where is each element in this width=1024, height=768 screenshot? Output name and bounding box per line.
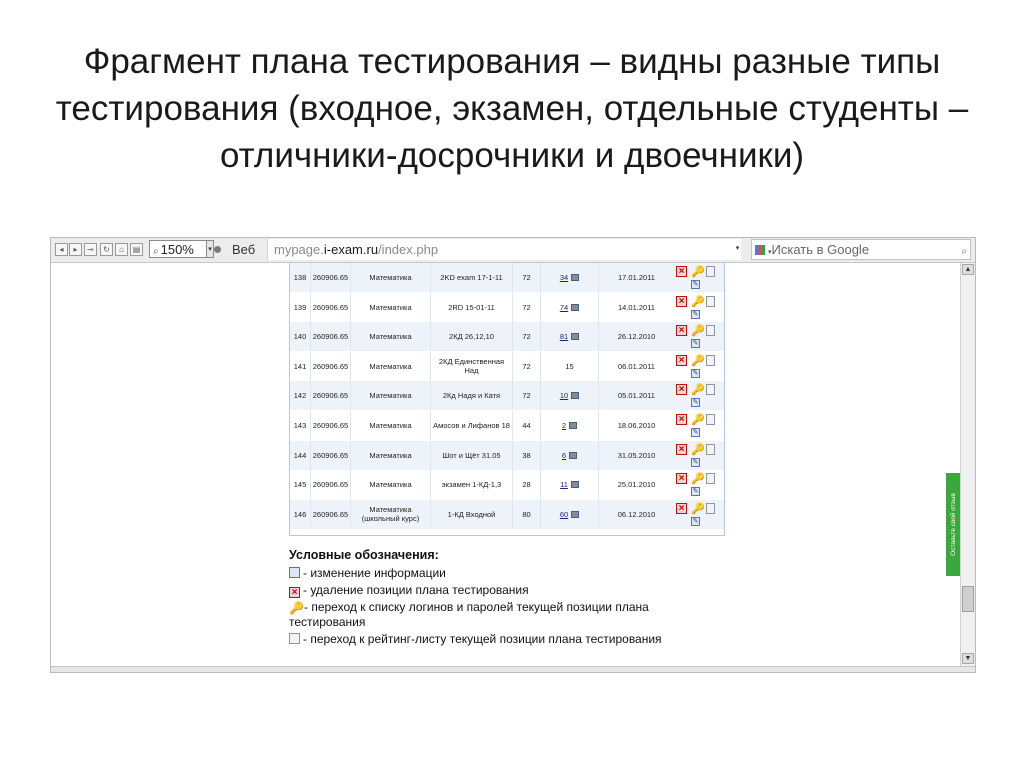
browser-toolbar — [51, 238, 975, 263]
cell-num — [290, 441, 310, 470]
rating-sheet-icon[interactable] — [571, 333, 579, 340]
legend-item-logins — [289, 600, 709, 630]
cell-code — [310, 352, 350, 381]
legend-item-text: - переход к списку логинов и паролей текущей позиции плана тестирования — [289, 600, 649, 629]
delete-icon[interactable]: × — [676, 355, 687, 366]
cell-text: 14.01.2011 — [618, 302, 655, 312]
cell-name — [430, 500, 512, 529]
edit-icon[interactable]: ✎ — [692, 517, 699, 525]
cell-subject — [350, 352, 430, 381]
rating-sheet-icon[interactable] — [571, 511, 579, 518]
cell-text: 06.01.2011 — [618, 361, 655, 371]
cell-name — [430, 411, 512, 440]
row-actions — [676, 265, 722, 291]
cell-date — [598, 352, 674, 381]
rating-sheet-icon — [289, 633, 300, 644]
search-go-icon[interactable]: ⌕ — [961, 246, 967, 257]
cell-text: 72 — [522, 391, 531, 401]
url-path: /index.php — [378, 242, 439, 257]
rating-value[interactable]: 2 — [561, 421, 567, 430]
cell-num — [290, 411, 310, 440]
cell-text: 2КД Единственная Над — [438, 357, 505, 376]
cell-text: 05.01.2011 — [618, 391, 655, 401]
cell-text: 06.12.2010 — [617, 509, 656, 519]
rating-value[interactable]: 34 — [559, 273, 569, 282]
cell-rating — [540, 352, 598, 381]
rating-sheet-icon[interactable] — [569, 452, 577, 459]
key-icon[interactable]: 🔑 — [691, 502, 705, 515]
cell-text: 144 — [293, 450, 307, 460]
cell-name — [430, 441, 512, 470]
url-domain: i-exam.ru — [323, 242, 379, 257]
cell-date — [598, 441, 674, 470]
row-actions — [676, 324, 722, 350]
cell-rating — [540, 293, 598, 322]
cell-text: 31.05.2010 — [617, 450, 656, 460]
key-icon[interactable]: 🔑 — [691, 443, 705, 456]
cell-subject — [350, 263, 430, 292]
cell-text: 260906.65 — [312, 450, 349, 460]
rating-value[interactable]: 60 — [559, 509, 569, 519]
cell-text: Математика — [369, 332, 412, 342]
cell-text: 72 — [522, 332, 531, 342]
cell-text: 72 — [522, 273, 531, 282]
delete-icon[interactable]: × — [676, 266, 687, 277]
zoom-value: 150% — [160, 242, 194, 257]
cell-num — [290, 322, 310, 351]
cell-hours — [512, 470, 540, 499]
cell-hours — [512, 352, 540, 381]
key-icon[interactable]: ⊸ — [84, 243, 97, 256]
table-row — [290, 293, 724, 322]
key-icon[interactable]: 🔑 — [691, 354, 705, 367]
vertical-scrollbar[interactable] — [960, 263, 975, 666]
legend-item-text: - изменение информации — [303, 566, 446, 580]
rating-value[interactable]: 74 — [559, 302, 569, 312]
row-actions — [676, 383, 722, 409]
edit-icon[interactable]: ✎ — [692, 310, 699, 318]
cell-num — [290, 381, 310, 410]
cell-code — [310, 293, 350, 322]
cell-text: Математика — [369, 421, 412, 430]
cell-text: 146 — [293, 509, 307, 519]
cell-hours — [512, 381, 540, 410]
key-icon[interactable]: 🔑 — [691, 295, 705, 308]
cell-text: Математика — [369, 391, 412, 401]
rating-value: 15 — [565, 361, 574, 371]
browser-screenshot — [50, 237, 976, 673]
cell-date — [598, 322, 674, 351]
table-row — [290, 322, 724, 351]
feedback-tab-label: Оставьте свой отзыв — [949, 493, 957, 556]
cell-date — [598, 381, 674, 410]
cell-text: 260906.65 — [312, 361, 349, 371]
rating-sheet-icon[interactable] — [569, 422, 577, 429]
legend-item-edit — [289, 566, 709, 581]
cell-text: 143 — [293, 421, 307, 430]
cell-text: 2КД 26,12,10 — [449, 332, 494, 342]
delete-icon[interactable]: × — [676, 503, 687, 514]
edit-icon — [289, 567, 300, 578]
rating-sheet-icon[interactable] — [706, 384, 715, 395]
table-row — [290, 411, 724, 440]
search-input[interactable] — [751, 239, 971, 260]
delete-icon[interactable]: × — [676, 473, 687, 484]
legend-title: Условные обозначения: — [289, 548, 439, 562]
cell-text: 2RD 15-01-11 — [448, 302, 495, 312]
cell-date — [598, 263, 674, 292]
cell-name — [430, 352, 512, 381]
edit-icon[interactable]: ✎ — [692, 281, 699, 288]
cell-text: Шот и Щёт 31.05 — [442, 450, 501, 460]
zoom-magnifier-icon: ⌕ — [153, 246, 159, 257]
cell-text: 80 — [522, 509, 531, 519]
edit-icon[interactable]: ✎ — [692, 488, 699, 496]
slide-title: Фрагмент плана тестирования – видны разные типы тестирования (входное, экзамен, отдельные студенты – отличники-досрочники и двоечники) — [55, 42, 969, 175]
status-bar — [51, 666, 975, 673]
cell-text: 140 — [293, 332, 307, 342]
scroll-down-icon[interactable]: ▼ — [962, 653, 974, 664]
rating-value[interactable]: 11 — [560, 480, 568, 490]
home-icon[interactable]: ⌂ — [115, 243, 128, 256]
legend-item-text: - удаление позиции плана тестирования — [303, 583, 529, 597]
cell-text: 145 — [293, 480, 307, 490]
rating-sheet-icon[interactable] — [571, 304, 579, 311]
search-engine-dropdown-icon[interactable]: ▾ — [768, 249, 772, 256]
cell-text: Математика — [369, 450, 412, 460]
cell-text: 2KD exam 17-1-11 — [440, 273, 503, 282]
row-actions — [676, 354, 722, 380]
legend-item-delete — [289, 583, 709, 598]
cell-text: 260906.65 — [312, 391, 349, 401]
row-actions — [676, 413, 722, 439]
edit-icon[interactable]: ✎ — [692, 399, 699, 407]
delete-icon[interactable]: × — [676, 414, 687, 425]
key-icon[interactable]: 🔑 — [691, 266, 705, 278]
cell-rating — [540, 322, 598, 351]
page-icon[interactable]: ▤ — [130, 243, 143, 256]
search-placeholder: Искать в Google — [771, 242, 870, 257]
rating-sheet-icon[interactable] — [571, 392, 579, 399]
cell-subject — [350, 500, 430, 529]
cell-subject — [350, 470, 430, 499]
feedback-tab[interactable] — [946, 473, 960, 576]
cell-hours — [512, 263, 540, 292]
legend — [289, 547, 709, 647]
cell-name — [430, 381, 512, 410]
row-actions — [676, 502, 722, 528]
cell-code — [310, 441, 350, 470]
row-actions — [676, 443, 722, 469]
cell-rating — [540, 470, 598, 499]
cell-hours — [512, 322, 540, 351]
scrollbar-thumb[interactable] — [962, 586, 974, 612]
cell-hours — [512, 441, 540, 470]
key-icon: 🔑 — [289, 601, 304, 615]
cell-num — [290, 470, 310, 499]
url-prefix: mypage. — [274, 242, 324, 257]
cell-text: 260906.65 — [312, 509, 349, 519]
page-content — [51, 263, 960, 666]
cell-num — [290, 293, 310, 322]
cell-name — [430, 263, 512, 292]
cell-name — [430, 293, 512, 322]
cell-text: 260906.65 — [312, 302, 349, 312]
cell-text: 260906.65 — [312, 332, 349, 342]
cell-text: 38 — [522, 450, 531, 460]
rating-sheet-icon[interactable] — [706, 296, 715, 307]
cell-name — [430, 322, 512, 351]
address-bar[interactable] — [267, 239, 741, 260]
cell-text: 44 — [522, 421, 531, 430]
cell-hours — [512, 293, 540, 322]
edit-icon[interactable]: ✎ — [692, 340, 699, 348]
row-actions — [676, 295, 722, 321]
cell-code — [310, 470, 350, 499]
rating-sheet-icon[interactable] — [706, 444, 715, 455]
cell-rating — [540, 441, 598, 470]
cell-name — [430, 470, 512, 499]
cell-code — [310, 411, 350, 440]
cell-text: 260906.65 — [312, 421, 349, 430]
delete-icon: × — [289, 587, 300, 598]
cell-subject — [350, 322, 430, 351]
test-plan-table — [289, 263, 725, 536]
zoom-dropdown-icon[interactable]: ▾ — [207, 240, 214, 258]
back-icon[interactable]: ◂ — [55, 243, 68, 256]
cell-text: 139 — [293, 302, 307, 312]
cell-num — [290, 352, 310, 381]
cell-text: Математика — [369, 273, 412, 282]
cell-subject — [350, 411, 430, 440]
key-icon[interactable]: 🔑 — [691, 414, 705, 426]
cell-text: 28 — [522, 480, 531, 490]
delete-icon[interactable]: × — [676, 384, 687, 395]
cell-code — [310, 381, 350, 410]
scroll-up-icon[interactable]: ▲ — [962, 264, 974, 275]
cell-date — [598, 470, 674, 499]
reload-icon[interactable]: ↻ — [100, 243, 113, 256]
rating-value[interactable]: 81 — [559, 332, 569, 342]
cell-text: 260906.65 — [312, 273, 349, 282]
cell-subject — [350, 441, 430, 470]
cell-code — [310, 500, 350, 529]
cell-rating — [540, 500, 598, 529]
table-row — [290, 441, 724, 470]
cell-date — [598, 500, 674, 529]
delete-icon[interactable]: × — [676, 296, 687, 307]
legend-item-text: - переход к рейтинг-листу текущей позиции плана тестирования — [303, 632, 662, 646]
cell-text: Математика — [369, 480, 412, 490]
table-row — [290, 381, 724, 410]
cell-hours — [512, 411, 540, 440]
cell-text: 260906.65 — [312, 480, 349, 490]
cell-text: 72 — [522, 302, 531, 312]
cell-rating — [540, 381, 598, 410]
legend-item-rating-sheet — [289, 632, 709, 647]
key-icon[interactable]: 🔑 — [691, 473, 705, 486]
cell-rating — [540, 263, 598, 292]
cell-date — [598, 411, 674, 440]
table-row — [290, 352, 724, 381]
cell-text: 142 — [293, 391, 307, 401]
delete-icon[interactable]: × — [676, 325, 687, 336]
address-dropdown-icon[interactable]: ▾ — [735, 245, 740, 252]
cell-text: 138 — [293, 273, 307, 282]
table-row — [290, 500, 724, 529]
rating-value[interactable]: 6 — [561, 450, 567, 460]
table-row — [290, 470, 724, 499]
cell-code — [310, 263, 350, 292]
rating-sheet-icon[interactable] — [706, 325, 715, 336]
rating-sheet-icon[interactable] — [706, 503, 715, 514]
cell-text: 25.01.2010 — [617, 480, 656, 490]
cell-text: 2Кд Надя и Катя — [442, 391, 501, 401]
key-icon[interactable]: 🔑 — [691, 325, 705, 338]
cell-date — [598, 293, 674, 322]
rating-sheet-icon[interactable] — [706, 355, 715, 366]
rating-sheet-icon[interactable] — [706, 473, 715, 484]
cell-text: 18.06.2010 — [617, 421, 656, 430]
rating-sheet-icon[interactable] — [571, 274, 579, 281]
cell-text: Математика — [369, 361, 412, 371]
cell-text: Математика — [369, 302, 412, 312]
cell-text: Амосов и Лифанов 18 — [433, 421, 510, 430]
cell-text: экзамен 1-КД-1,3 — [441, 480, 502, 490]
edit-icon[interactable]: ✎ — [692, 369, 699, 377]
delete-icon[interactable]: × — [676, 444, 687, 455]
search-scope-radio-icon[interactable] — [214, 246, 221, 253]
cell-num — [290, 500, 310, 529]
google-icon — [755, 245, 765, 255]
cell-text: Математика (школьный курс) — [361, 505, 420, 524]
cell-rating — [540, 411, 598, 440]
key-icon[interactable]: 🔑 — [691, 384, 705, 397]
row-actions — [676, 472, 722, 498]
cell-code — [310, 322, 350, 351]
cell-text: 1-КД Входной — [447, 509, 496, 519]
rating-sheet-icon[interactable] — [706, 266, 715, 277]
rating-value[interactable]: 10 — [559, 391, 569, 401]
cell-text: 17.01.2011 — [618, 273, 655, 282]
edit-icon[interactable]: ✎ — [692, 429, 699, 436]
search-scope-label[interactable]: Веб — [232, 242, 256, 257]
cell-text: 26.12.2010 — [617, 332, 656, 342]
edit-icon[interactable]: ✎ — [692, 458, 699, 466]
cell-text: 72 — [522, 361, 531, 371]
cell-subject — [350, 293, 430, 322]
zoom-select[interactable] — [149, 240, 207, 258]
forward-icon[interactable]: ▸ — [69, 243, 82, 256]
cell-hours — [512, 500, 540, 529]
table-row — [290, 263, 724, 292]
rating-sheet-icon[interactable] — [706, 414, 715, 425]
cell-num — [290, 263, 310, 292]
rating-sheet-icon[interactable] — [571, 481, 579, 488]
cell-text: 141 — [293, 361, 307, 371]
cell-subject — [350, 381, 430, 410]
